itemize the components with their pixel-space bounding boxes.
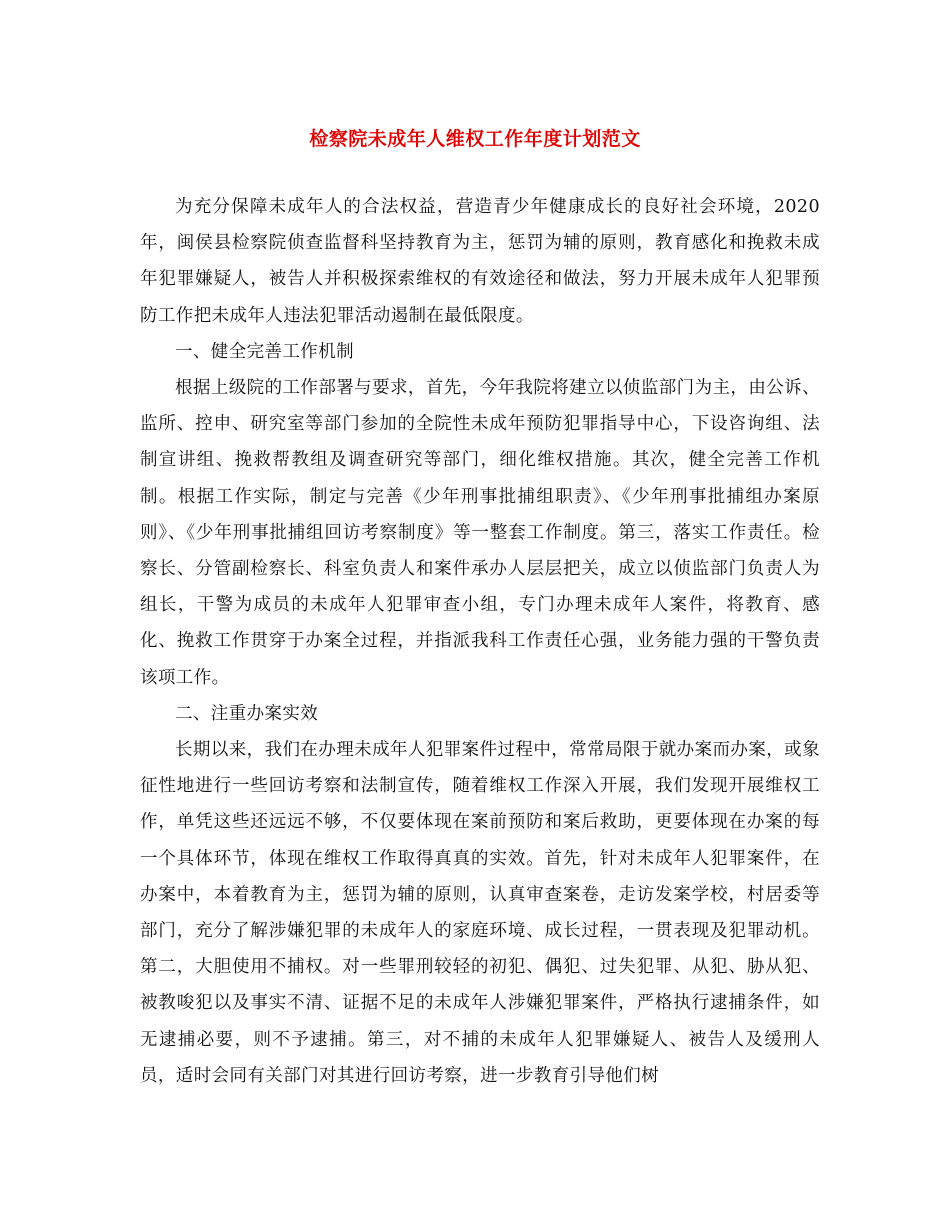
section-2-paragraph: 长期以来，我们在办理未成年人犯罪案件过程中，常常局限于就办案而办案，或象征性地进行一些回访考察和法制宣传，随着维权工作深入开展，我们发现开展维权工作，单凭这些还远远不够，不仅要体现在案前预防和案后救助，更要体现在办案的每一个具体环节，体现在维权工作取得真真的实效。首先，针对未成年人犯罪案件，在办案中，本着教育为主，惩罚为辅的原则，认真审查案卷，走访发案学校，村居委等部门，充分了解涉嫌犯罪的未成年人的家庭环境、成长过程，一贯表现及犯罪动机。第二，大胆使用不捕权。对一些罪刑较轻的初犯、偶犯、过失犯罪、从犯、胁从犯、被教唆犯以及事实不清、证据不足的未成年人涉嫌犯罪案件，严格执行逮捕条件，如无逮捕必要，则不予逮捕。第三，对不捕的未成年人犯罪嫌疑人、被告人及缓刑人员，适时会同有关部门对其进行回访考察，进一步教育引导他们树 xyxy=(140,740,820,1086)
document-title: 检察院未成年人维权工作年度计划范文 xyxy=(309,128,641,150)
intro-paragraph: 为充分保障未成年人的合法权益，营造青少年健康成长的良好社会环境，2020年，闽侯县检察院侦查监督科坚持教育为主，惩罚为辅的原则，教育感化和挽救未成年犯罪嫌疑人，被告人并积极探索维权的有效途径和做法，努力开展未成年人犯罪预防工作把未成年人违法犯罪活动遏制在最低限度。 xyxy=(140,197,820,326)
section-heading-2: 二、注重办案实效 xyxy=(175,703,319,724)
section-heading-1: 一、健全完善工作机制 xyxy=(175,341,354,362)
section-1-paragraph: 根据上级院的工作部署与要求，首先，今年我院将建立以侦监部门为主，由公诉、监所、控申、研究室等部门参加的全院性未成年预防犯罪指导中心，下设咨询组、法制宣讲组、挽救帮教组及调查研究等部门，细化维权措施。其次，健全完善工作机制。根据工作实际，制定与完善《少年刑事批捕组职责》、《少年刑事批捕组办案原则》、《少年刑事批捕组回访考察制度》等一整套工作制度。第三，落实工作责任。检察长、分管副检察长、科室负责人和案件承办人层层把关，成立以侦监部门负责人为组长，干警为成员的未成年人犯罪审查小组，专门办理未成年人案件，将教育、感化、挽救工作贯穿于办案全过程，并指派我科工作责任心强，业务能力强的干警负责该项工作。 xyxy=(140,378,820,688)
document-body xyxy=(140,189,820,1094)
